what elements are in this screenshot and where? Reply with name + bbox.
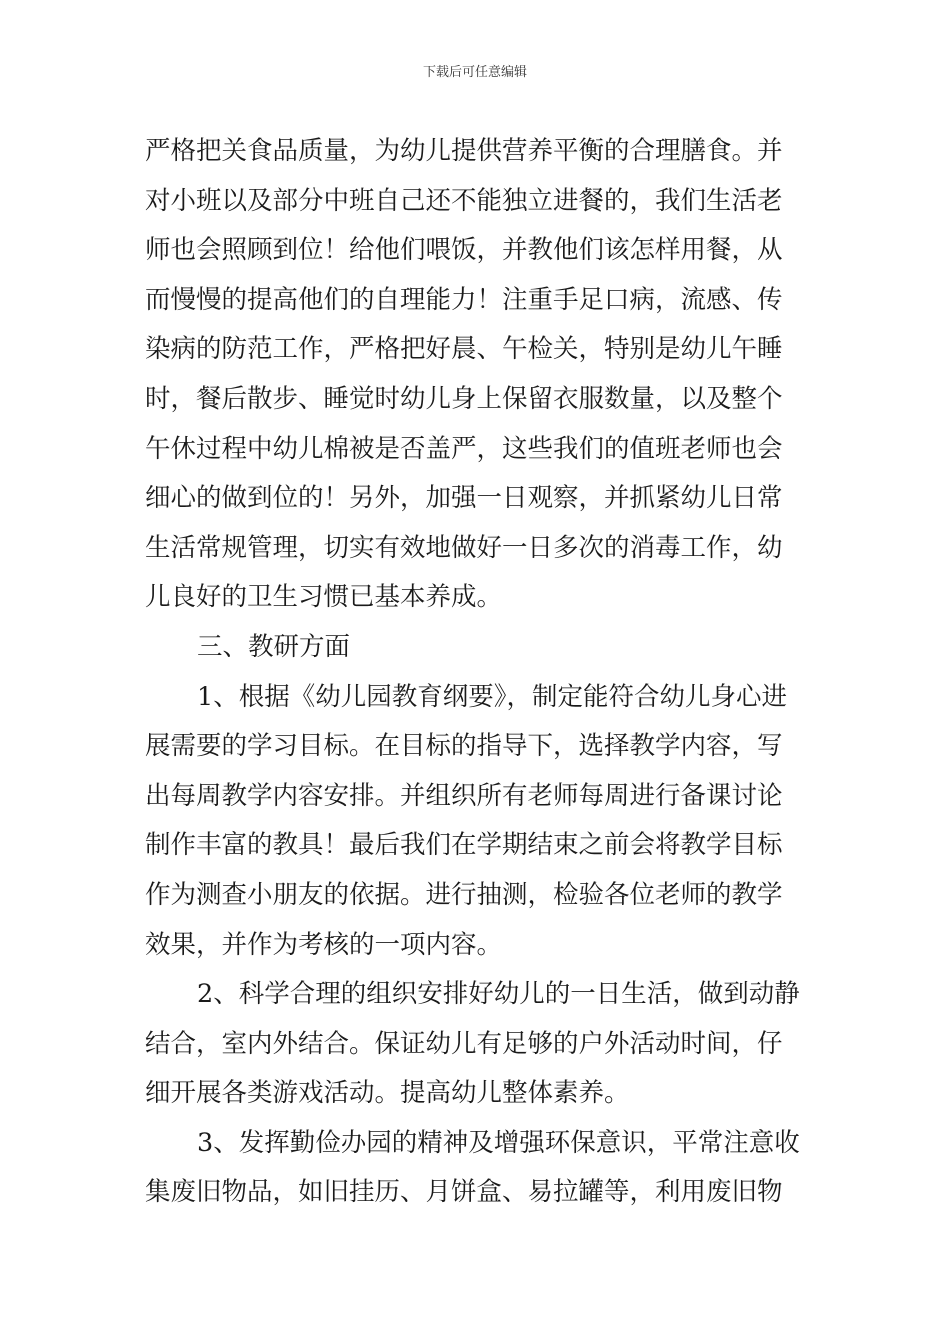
text-line: 出每周教学内容安排。并组织所有老师每周进行备课讨论 [145, 780, 783, 811]
text-line: 午休过程中幼儿棉被是否盖严，这些我们的值班老师也会 [145, 433, 783, 464]
text-line: 而慢慢的提高他们的自理能力！注重手足口病，流感、传 [145, 284, 783, 315]
paragraph-first-line: 3、发挥勤俭办园的精神及增强环保意识，平常注意收 [197, 1127, 800, 1158]
text-line: 效果，并作为考核的一项内容。 [145, 929, 503, 960]
document-body [145, 127, 810, 1218]
text-line: 作为测查小朋友的依据。进行抽测，检验各位老师的教学 [145, 879, 783, 910]
section-heading: 三、教研方面 [197, 631, 351, 662]
text-line: 时，餐后散步、睡觉时幼儿身上保留衣服数量，以及整个 [145, 383, 783, 414]
text-line: 生活常规管理，切实有效地做好一日多次的消毒工作，幼 [145, 532, 783, 563]
text-line: 细心的做到位的！另外，加强一日观察，并抓紧幼儿日常 [145, 483, 783, 514]
text-line: 展需要的学习目标。在目标的指导下，选择教学内容，写 [145, 731, 783, 762]
text-line: 制作丰富的教具！最后我们在学期结束之前会将教学目标 [145, 830, 783, 861]
text-line: 染病的防范工作，严格把好晨、午检关，特别是幼儿午睡 [145, 334, 783, 365]
paragraph-first-line: 1、根据《幼儿园教育纲要》，制定能符合幼儿身心进 [197, 681, 787, 712]
text-line: 集废旧物品，如旧挂历、月饼盒、易拉罐等，利用废旧物 [145, 1177, 783, 1208]
page-header: 下载后可任意编辑 [422, 65, 527, 80]
text-line: 儿良好的卫生习惯已基本养成。 [145, 582, 503, 613]
text-line: 师也会照顾到位！给他们喂饭，并教他们该怎样用餐，从 [145, 235, 783, 266]
text-line: 细开展各类游戏活动。提高幼儿整体素养。 [145, 1078, 630, 1109]
text-line: 对小班以及部分中班自己还不能独立进餐的，我们生活老 [145, 185, 783, 216]
paragraph-first-line: 2、科学合理的组织安排好幼儿的一日生活，做到动静 [197, 979, 800, 1010]
text-line: 严格把关食品质量，为幼儿提供营养平衡的合理膳食。并 [145, 136, 783, 166]
text-line: 结合，室内外结合。保证幼儿有足够的户外活动时间，仔 [145, 1028, 783, 1059]
